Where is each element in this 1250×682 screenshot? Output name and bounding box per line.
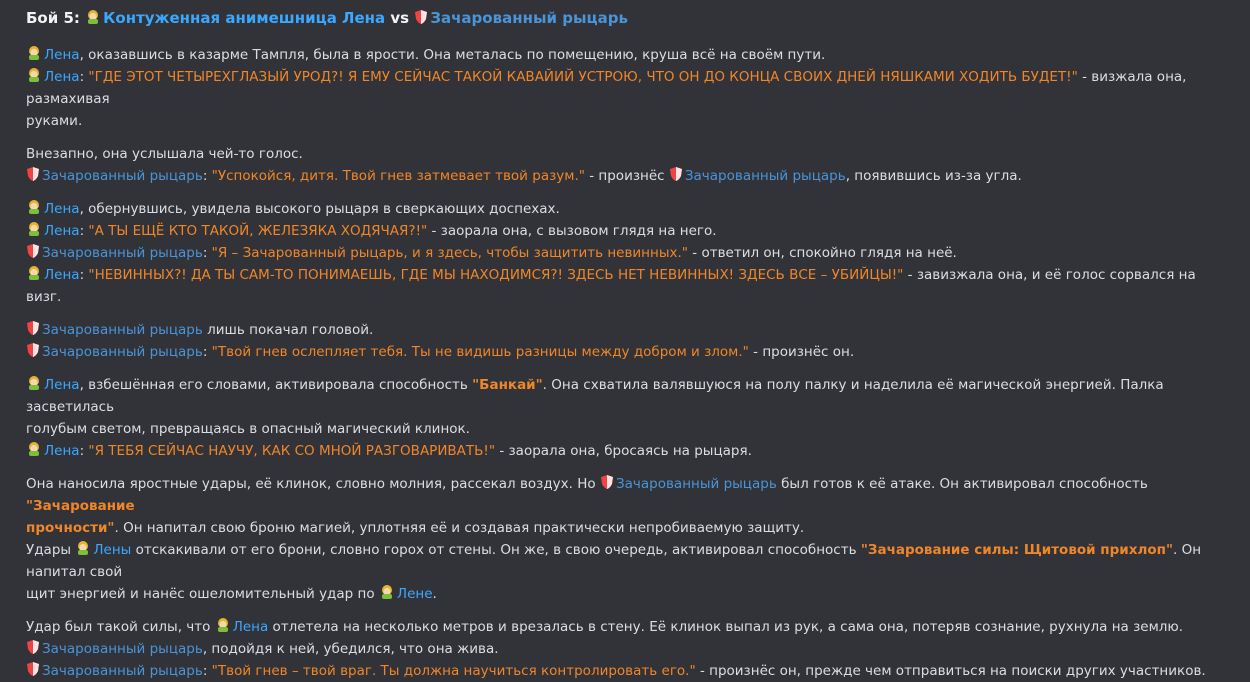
knight-name: Зачарованный рыцарь — [684, 168, 846, 184]
anime-girl-icon — [215, 617, 231, 633]
lena-name: Лена — [44, 267, 80, 283]
quote: "Успокойся, дитя. Твой гнев затмевает твой разум." — [211, 168, 585, 184]
shield-icon — [26, 320, 40, 336]
lena-name: Лена — [44, 201, 80, 217]
lena-name: Лены — [93, 542, 132, 558]
shield-icon — [26, 243, 40, 259]
anime-girl-icon — [26, 441, 42, 457]
shield-icon — [414, 9, 428, 25]
anime-girl-icon — [379, 584, 395, 600]
story-line: Лена: "А ТЫ ЕЩЁ КТО ТАКОЙ, ЖЕЛЕЗЯКА ХОДЯЧАЯ?!" - заорала она, с вызовом глядя на него. — [26, 220, 1224, 242]
shield-icon — [600, 474, 614, 490]
knight-name: Зачарованный рыцарь — [42, 663, 203, 679]
story-line: Зачарованный рыцарь лишь покачал головой. — [26, 319, 1224, 341]
quote: "А ТЫ ЕЩЁ КТО ТАКОЙ, ЖЕЛЕЗЯКА ХОДЯЧАЯ?!" — [88, 223, 428, 239]
shield-icon — [669, 166, 683, 182]
fighter2-name: Зачарованный рыцарь — [430, 9, 629, 27]
knight-name: Зачарованный рыцарь — [42, 168, 203, 184]
story-line: Внезапно, она услышала чей-то голос. — [26, 146, 303, 162]
ability-name: "Зачарование — [26, 498, 135, 514]
knight-name: Зачарованный рыцарь — [42, 641, 203, 657]
ability-name: "Банкай" — [472, 377, 543, 393]
quote: "НЕВИННЫХ?! ДА ТЫ САМ-ТО ПОНИМАЕШЬ, ГДЕ МЫ НАХОДИМСЯ?! ЗДЕСЬ НЕТ НЕВИННЫХ! ЗДЕСЬ ВСЕ – УБИЙЦЫ!" — [88, 267, 904, 283]
story-line: Удар был такой силы, что Лена отлетела на несколько метров и врезалась в стену. Её клинок выпал из рук, а сама она, потеряв сознание, рухнула на землю. — [26, 619, 1184, 635]
ability-name: прочности" — [26, 520, 115, 536]
shield-icon — [26, 166, 40, 182]
knight-name: Зачарованный рыцарь — [615, 476, 777, 492]
shield-icon — [26, 639, 40, 655]
anime-girl-icon — [26, 375, 42, 391]
knight-name: Зачарованный рыцарь — [42, 322, 203, 338]
anime-girl-icon — [26, 45, 42, 61]
lena-name: Лене — [396, 586, 433, 602]
anime-girl-icon — [26, 199, 42, 215]
story-line: Зачарованный рыцарь, подойдя к ней, убедился, что она жива. — [26, 638, 1224, 660]
vs-label: vs — [390, 9, 410, 27]
story-line: Лена: "ГДЕ ЭТОТ ЧЕТЫРЕХГЛАЗЫЙ УРОД?! Я ЕМУ СЕЙЧАС ТАКОЙ КАВАЙИЙ УСТРОЮ, ЧТО ОН ДО КОНЦА СВОИХ ДНЕЙ НЯШКАМИ ХОДИТЬ БУДЕТ!" - визжала она, размахивая руками. — [26, 69, 1187, 129]
anime-girl-icon — [85, 9, 101, 25]
story-line: Удары Лены отскакивали от его брони, словно горох от стены. Он же, в свою очередь, активировал способность "Зачарование силы: Щитовой прихлоп". Он напитал свой щит энергией и нанёс ошеломительный удар по Лене. — [26, 542, 1202, 602]
shield-icon — [26, 661, 40, 677]
anime-girl-icon — [75, 540, 91, 556]
fighter1-name: Контуженная анимешница Лена — [103, 9, 386, 27]
quote: "ГДЕ ЭТОТ ЧЕТЫРЕХГЛАЗЫЙ УРОД?! Я ЕМУ СЕЙЧАС ТАКОЙ КАВАЙИЙ УСТРОЮ, ЧТО ОН ДО КОНЦА СВОИХ ДНЕЙ НЯШКАМИ ХОДИТЬ БУДЕТ!" — [88, 69, 1078, 85]
story-line: Лена, оказавшись в казарме Тампля, была в ярости. Она металась по помещению, круша всё на своём пути. — [26, 44, 1224, 66]
quote: "Я – Зачарованный рыцарь, и я здесь, чтобы защитить невинных." — [211, 245, 688, 261]
quote: "Твой гнев ослепляет тебя. Ты не видишь разницы между добром и злом." — [211, 344, 749, 360]
quote: "Я ТЕБЯ СЕЙЧАС НАУЧУ, КАК СО МНОЙ РАЗГОВАРИВАТЬ!" — [88, 443, 496, 459]
story-line: Лена: "Я ТЕБЯ СЕЙЧАС НАУЧУ, КАК СО МНОЙ РАЗГОВАРИВАТЬ!" - заорала она, бросаясь на рыцаря. — [26, 440, 1224, 462]
anime-girl-icon — [26, 221, 42, 237]
story-line: Зачарованный рыцарь: "Твой гнев ослепляет тебя. Ты не видишь разницы между добром и злом." - произнёс он. — [26, 341, 1224, 363]
story-line: Лена, взбешённая его словами, активировала способность "Банкай". Она схватила валявшуюся на полу палку и наделила её магической энергией. Палка засветилась голубым светом, превращаясь в опасный магический клинок. — [26, 377, 1164, 437]
anime-girl-icon — [26, 265, 42, 281]
lena-name: Лена — [44, 223, 80, 239]
battle-title — [26, 8, 1224, 28]
lena-name: Лена — [232, 619, 269, 635]
story-line: Зачарованный рыцарь: "Я – Зачарованный рыцарь, и я здесь, чтобы защитить невинных." - ответил он, спокойно глядя на неё. — [26, 242, 1224, 264]
story-line: Она наносила яростные удары, её клинок, словно молния, рассекал воздух. Но Зачарованный рыцарь был готов к её атаке. Он активировал способность "Зачарование прочности". Он напитал свою броню магией, уплотняя её и создавая практически непробиваемую защиту. — [26, 476, 1148, 536]
story-line: Лена, обернувшись, увидела высокого рыцаря в сверкающих доспехах. — [26, 198, 1224, 220]
knight-name: Зачарованный рыцарь — [42, 245, 203, 261]
anime-girl-icon — [26, 67, 42, 83]
battle-number: Бой 5: — [26, 9, 80, 27]
quote: "Твой гнев – твой враг. Ты должна научиться контролировать его." — [211, 663, 696, 679]
story-line: Зачарованный рыцарь: "Твой гнев – твой враг. Ты должна научиться контролировать его." - произнёс он, прежде чем отправиться на поиски других участников. — [26, 660, 1224, 682]
shield-icon — [26, 342, 40, 358]
lena-name: Лена — [44, 47, 80, 63]
story-line: Лена: "НЕВИННЫХ?! ДА ТЫ САМ-ТО ПОНИМАЕШЬ, ГДЕ МЫ НАХОДИМСЯ?! ЗДЕСЬ НЕТ НЕВИННЫХ! ЗДЕСЬ ВСЕ – УБИЙЦЫ!" - завизжала она, и её голос сорвался на визг. — [26, 267, 1196, 305]
lena-name: Лена — [44, 443, 80, 459]
lena-name: Лена — [44, 377, 80, 393]
story-line: Зачарованный рыцарь: "Успокойся, дитя. Твой гнев затмевает твой разум." - произнёс Зачарованный рыцарь, появившись из-за угла. — [26, 165, 1224, 187]
knight-name: Зачарованный рыцарь — [42, 344, 203, 360]
ability-name: "Зачарование силы: Щитовой прихлоп" — [860, 542, 1173, 558]
lena-name: Лена — [44, 69, 80, 85]
